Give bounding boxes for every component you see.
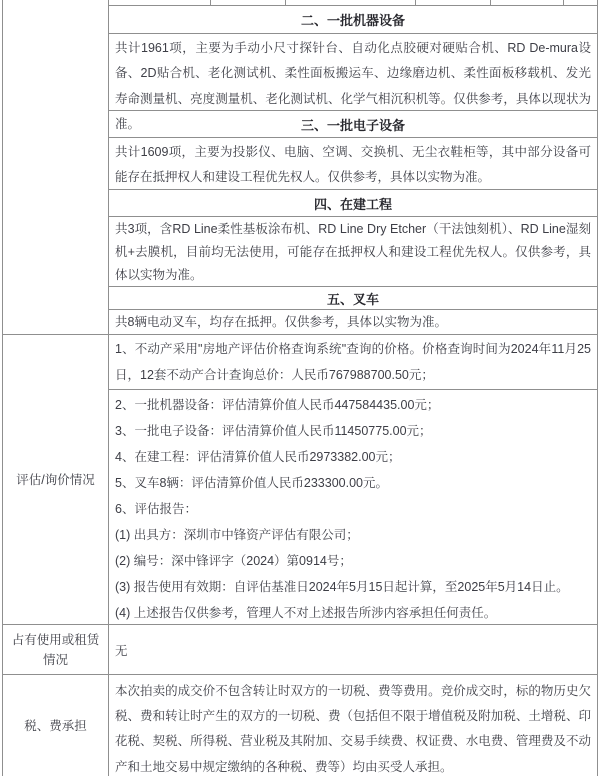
valuation-report-disclaimer: (4) 上述报告仅供参考，管理人不对上述报告所涉内容承担任何责任。 <box>115 606 497 620</box>
section-header-machinery: 二、一批机器设备 <box>109 6 597 34</box>
valuation-item-6: 6、评估报告： <box>115 502 197 516</box>
table-grid-tick <box>210 0 211 5</box>
asset-sections-label-cell <box>3 0 109 334</box>
section-body-machinery: 共计1961项，主要为手动小尺寸探针台、自动化点胶硬对硬贴合机、RD De-mura设备、2D贴合机、老化测试机、柔性面板搬运车、边缘磨边机、柔性面板移载机、发光寿命测量机、亮度测量机、老化测试机、化学气相沉积机等。仅供参考，具体以现状为准。 <box>109 34 597 111</box>
table-grid-tick <box>490 0 491 5</box>
valuation-row-content <box>109 335 597 624</box>
tax-row-content: 本次拍卖的成交价不包含转让时双方的一切税、费等费用。竞价成交时，标的物历史欠税、费和转让时产生的双方的一切税、费（包括但不限于增值税及附加税、土增税、印花税、契税、所得税、营业税及其附加、交易手续费、权证费、水电费、管理费及不动产和土地交易中规定缴纳的各种税、费等）均由买受人承担。 <box>115 684 591 774</box>
valuation-item-2: 2、一批机器设备：评估清算价值人民币447584435.00元； <box>115 398 440 412</box>
occupancy-row-content: 无 <box>115 643 128 658</box>
table-grid-tick <box>563 0 564 5</box>
section-body-forklift: 共8辆电动叉车，均存在抵押。仅供参考，具体以实物为准。 <box>115 315 447 329</box>
tax-row-label: 税、费承担 <box>3 675 109 776</box>
occupancy-row <box>3 625 597 675</box>
valuation-items-list <box>109 390 597 624</box>
asset-sections-content <box>109 0 597 334</box>
table-grid-tick <box>285 0 286 5</box>
asset-sections-row <box>3 0 597 335</box>
valuation-item-3: 3、一批电子设备：评估清算价值人民币11450775.00元； <box>115 424 432 438</box>
previous-row-remnant <box>109 0 597 6</box>
valuation-item-4: 4、在建工程：评估清算价值人民币2973382.00元； <box>115 450 401 464</box>
valuation-row-label: 评估/询价情况 <box>3 335 109 624</box>
section-header-forklift: 五、叉车 <box>109 287 597 310</box>
valuation-report-issuer: (1) 出具方：深圳市中锋资产评估有限公司； <box>115 528 359 542</box>
section-body-construction: 共3项，含RD Line柔性基板涂布机、RD Line Dry Etcher（干法蚀刻机）、RD Line湿刻机+去膜机，目前均无法使用，可能存在抵押权人和建设工程优先权人。仅供参考，具体以实物为准。 <box>109 217 597 287</box>
section-body-electronics: 共计1609项，主要为投影仪、电脑、空调、交换机、无尘衣鞋柜等，其中部分设备可能存在抵押权人和建设工程优先权人。仅供参考，具体以实物为准。 <box>109 138 597 190</box>
occupancy-row-label: 占有使用或租赁情况 <box>3 625 109 674</box>
table-grid-tick <box>415 0 416 5</box>
section-header-electronics: 三、一批电子设备 <box>109 111 597 138</box>
valuation-row <box>3 335 597 625</box>
section-header-construction: 四、在建工程 <box>109 190 597 217</box>
valuation-report-validity: (3) 报告使用有效期：自评估基准日2024年5月15日起计算，至2025年5月14日止。 <box>115 580 569 594</box>
asset-detail-table <box>2 0 598 776</box>
valuation-item-5: 5、叉车8辆：评估清算价值人民币233300.00元。 <box>115 476 388 490</box>
valuation-item-1: 1、不动产采用"房地产评估价格查询系统"查询的价格。价格查询时间为2024年11月25日，12套不动产合计查询总价：人民币767988700.50元； <box>109 335 597 390</box>
valuation-report-number: (2) 编号：深中锋评字（2024）第0914号； <box>115 554 352 568</box>
tax-row <box>3 675 597 776</box>
